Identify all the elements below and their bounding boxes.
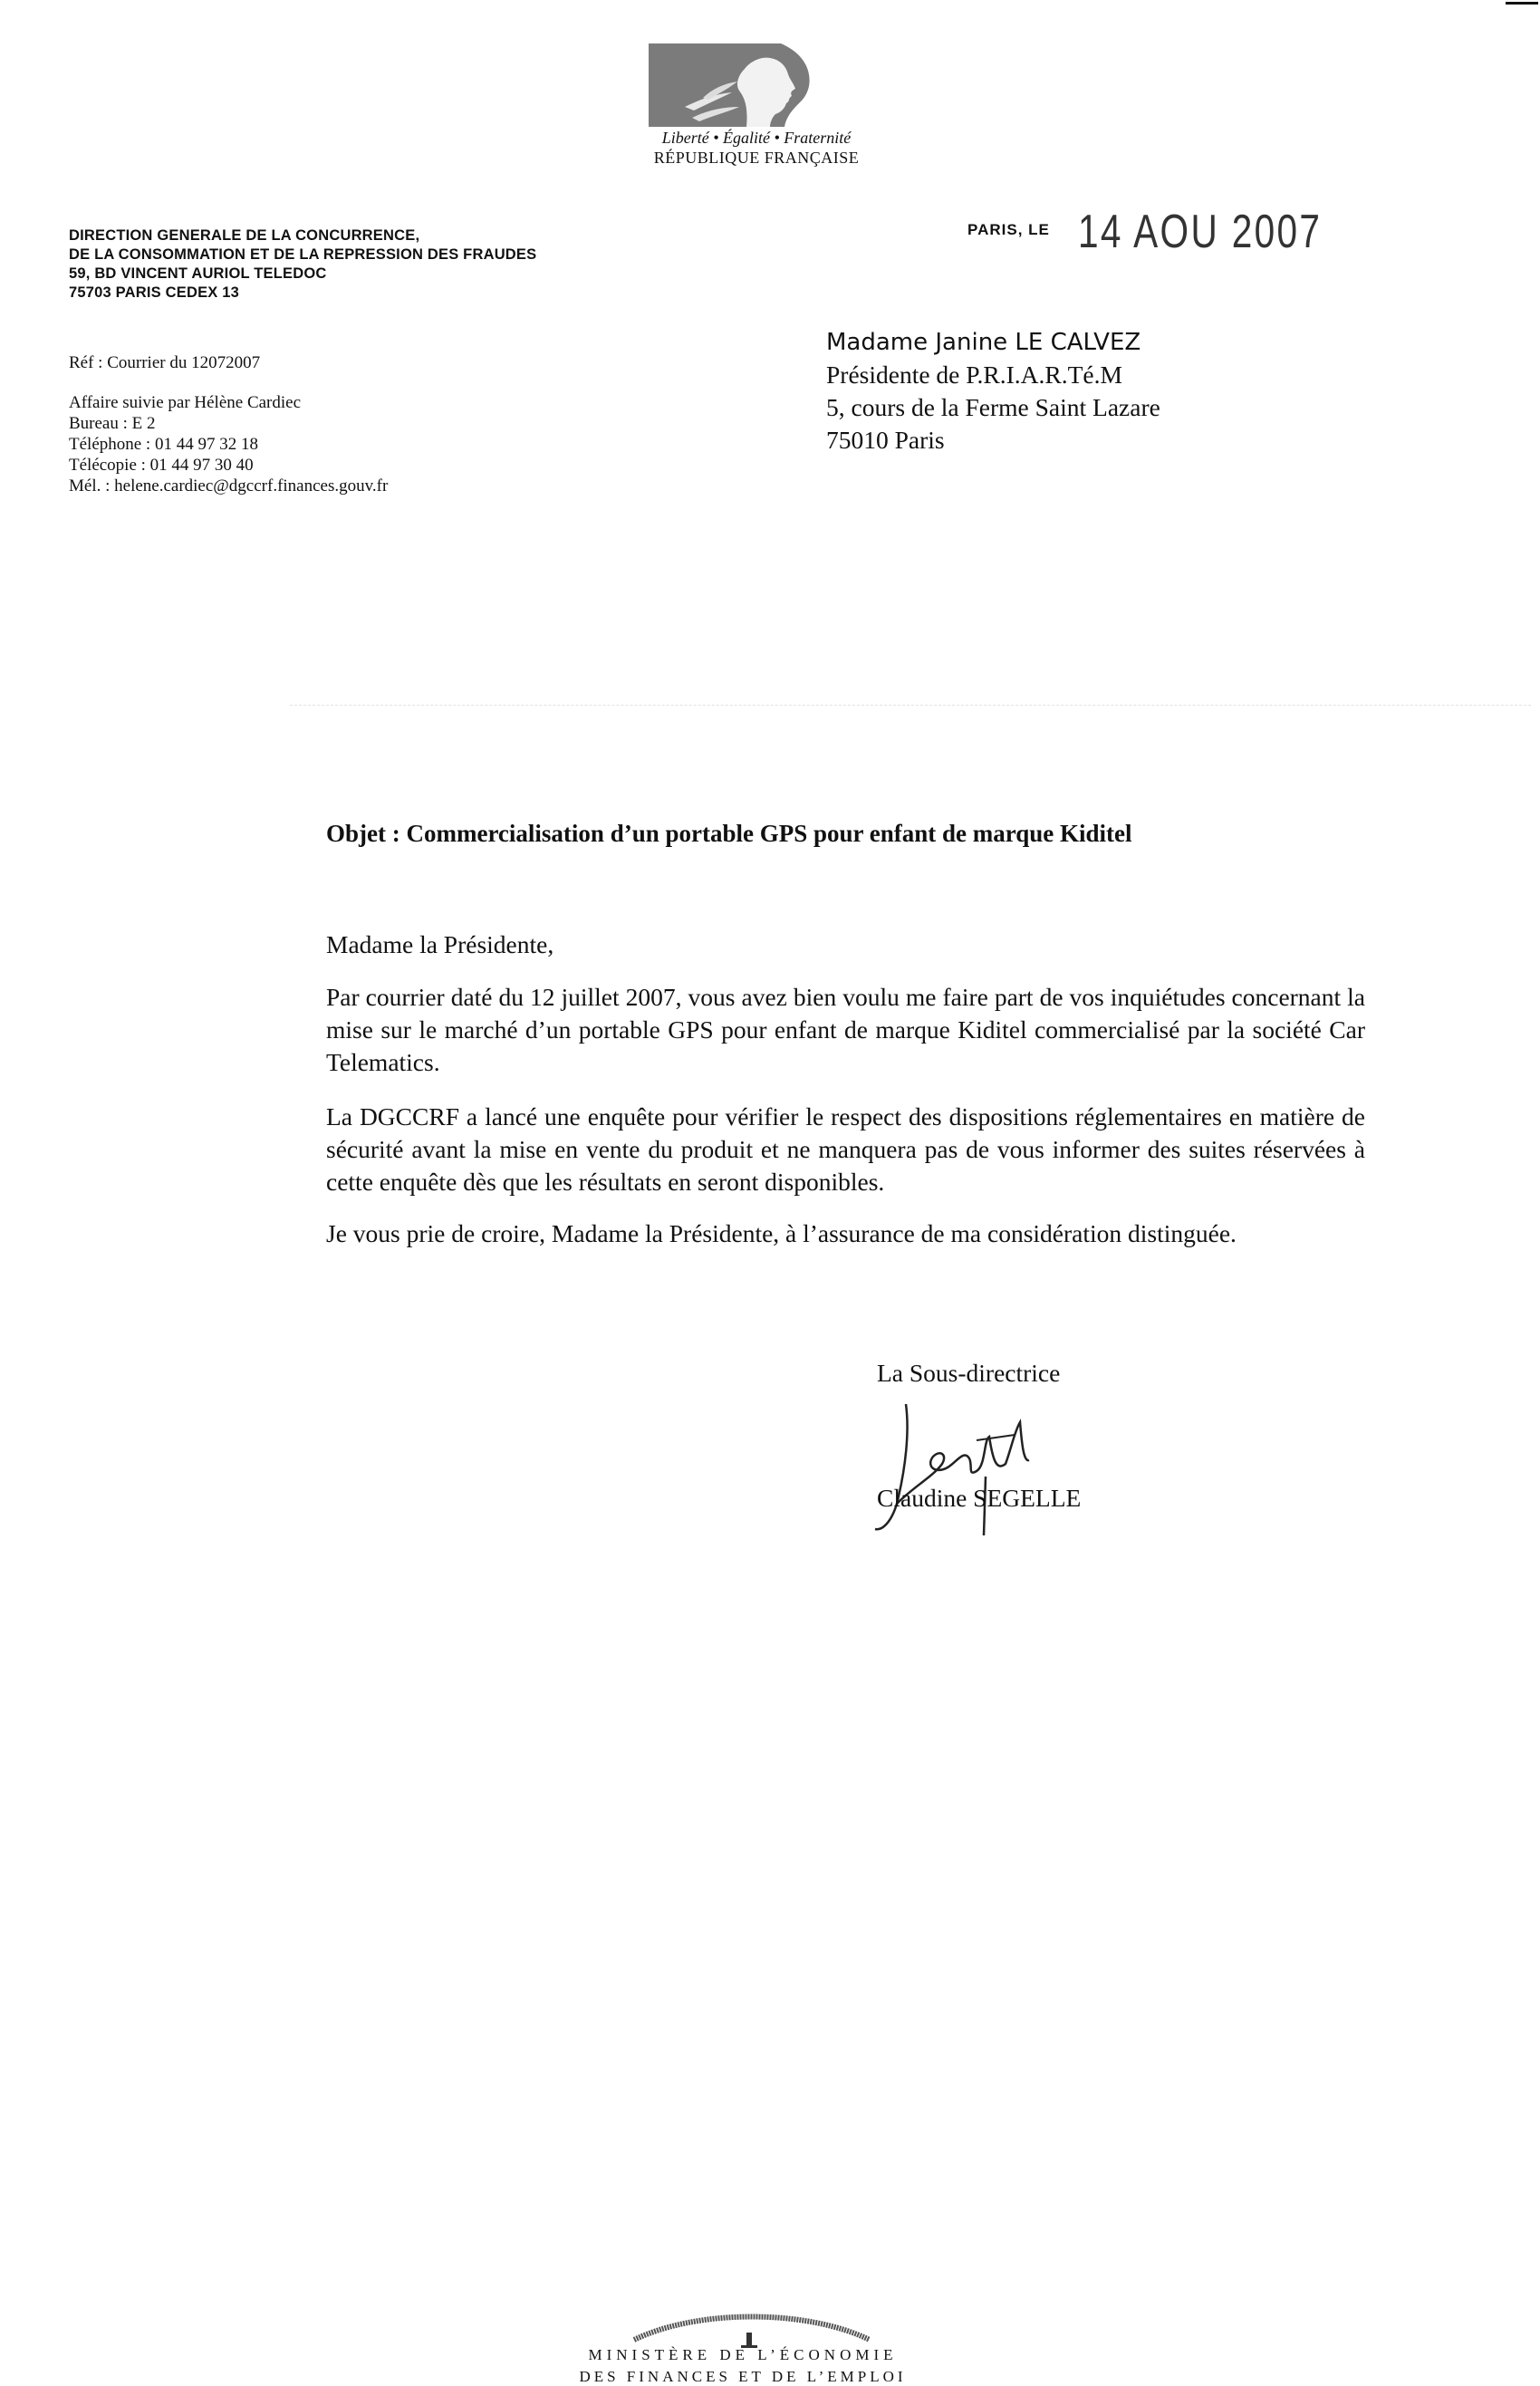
contact-line: Affaire suivie par Hélène Cardiec [69, 393, 302, 412]
body-paragraph: Par courrier daté du 12 juillet 2007, vous avez bien voulu me faire part de vos inquiétudes concernant la mise sur le marché d’un portable GPS pour enfant de marque Kiditel commercialisé par la société Car Telematics. [326, 983, 1365, 1076]
subject-line: Objet : Commercialisation d’un portable GPS pour enfant de marque Kiditel [326, 820, 1132, 847]
fold-line [290, 705, 1531, 706]
signatory-name: Claudine SEGELLE [877, 1484, 1082, 1512]
date-stamp: 14 AOU 2007 [1078, 206, 1323, 258]
body-paragraph: La DGCCRF a lancé une enquête pour vérifier le respect des dispositions réglementaires en matière de sécurité avant la mise en vente du produit et ne manquera pas de vous informer des suites réservées à cette enquête dès que les résultats en seront disponibles. [326, 1102, 1365, 1196]
marianne-logo [649, 43, 862, 127]
ministry-name-line2: DES FINANCES ET DE L’EMPLOI [579, 2368, 907, 2385]
republic-motto: Liberté • Égalité • Fraternité [661, 129, 852, 147]
recipient-address [826, 326, 1160, 457]
reference-line: Réf : Courrier du 12072007 [69, 353, 261, 372]
ministry-name-line1: MINISTÈRE DE L’ÉCONOMIE [588, 2346, 898, 2363]
contact-line: Télécopie : 01 44 97 30 40 [69, 456, 254, 475]
contact-line: Mél. : helene.cardiec@dgccrf.finances.gouv.fr [69, 476, 389, 495]
recipient-line: 75010 Paris [826, 426, 945, 454]
marianne-profile-icon [649, 43, 862, 127]
contact-line: Téléphone : 01 44 97 32 18 [69, 435, 258, 454]
recipient-line: 5, cours de la Ferme Saint Lazare [826, 393, 1160, 421]
ministry-arc-emblem [625, 2305, 879, 2351]
scan-edge-mark [1506, 2, 1538, 5]
signatory-title: La Sous-directrice [877, 1359, 1061, 1387]
sender-line: DIRECTION GENERALE DE LA CONCURRENCE, [69, 227, 420, 244]
sender-line: DE LA CONSOMMATION ET DE LA REPRESSION DES FRAUDES [69, 246, 537, 263]
body-paragraph: Je vous prie de croire, Madame la Présidente, à l’assurance de ma considération distinguée. [326, 1219, 1237, 1247]
contact-block [69, 392, 388, 496]
date-label: PARIS, LE [967, 221, 1050, 238]
republic-name: RÉPUBLIQUE FRANÇAISE [653, 149, 860, 167]
handwritten-signature [870, 1377, 1069, 1540]
salutation: Madame la Présidente, [326, 930, 554, 958]
sender-line: 59, BD VINCENT AURIOL TELEDOC [69, 265, 327, 282]
recipient-line: Madame Janine LE CALVEZ [826, 329, 1141, 356]
sender-address [69, 226, 536, 303]
sender-line: 75703 PARIS CEDEX 13 [69, 284, 240, 301]
recipient-line: Présidente de P.R.I.A.R.Té.M [826, 361, 1122, 389]
contact-line: Bureau : E 2 [69, 414, 156, 433]
